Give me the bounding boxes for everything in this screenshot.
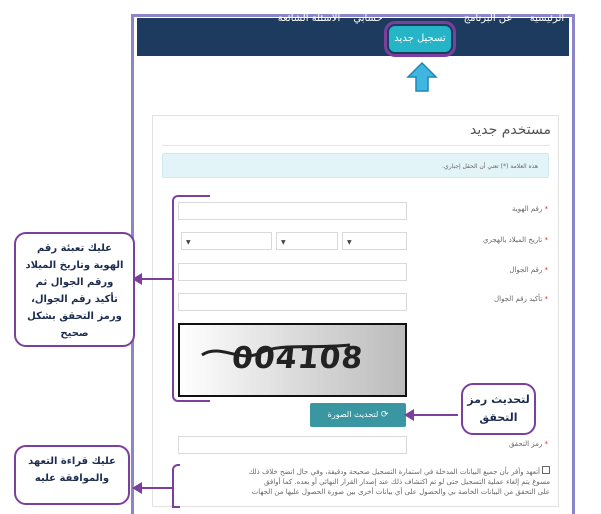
dob-day-select[interactable] [342, 232, 407, 250]
callout-refresh: لتحديث رمز التحقق [461, 383, 536, 435]
nav-my-account[interactable]: حسابي [353, 13, 383, 24]
nav-about[interactable]: عن البرنامج [463, 13, 513, 24]
fields-bracket [172, 195, 210, 402]
captcha-image [178, 323, 407, 397]
captcha-text: 004108 [230, 341, 366, 376]
callout-terms: عليك قراءة التعهد والموافقة عليه [14, 445, 130, 505]
refresh-icon: ⟳ [380, 410, 389, 420]
divider [162, 145, 550, 146]
refresh-captcha-button[interactable]: ⟳ لتحديث الصورة [310, 403, 406, 427]
dob-label: * تاريخ الميلاد بالهجري [483, 236, 548, 244]
fields-connector [138, 278, 172, 280]
arrow-left-icon [404, 409, 414, 421]
nav-home[interactable]: الرئيسية [529, 13, 565, 24]
captcha-input[interactable] [178, 436, 407, 454]
terms-text: أتعهد وأقر بأن جميع البيانات المدخلة في استمارة التسجيل صحيحة ودقيقة، وفي حال اتضح خلاف ذلك مسوغ يتم إلغاء عملية التسجيل حتى لو تم اكتشاف ذلك عند إصدار القرار النهائي أو بعده. كما أوافق على التحقق من البيانات الخاصة بي والحصول على أي بيانات أخرى بين صورة الحصول عليها من الجهات [248, 468, 550, 496]
terms-connector [138, 487, 172, 489]
chevron-down-icon: ▼ [186, 239, 191, 246]
panel-title: مستخدم جديد [470, 122, 551, 138]
required-notice: هذه العلامة (*) تعني أن الحقل إجباري. [162, 153, 549, 178]
mobile-input[interactable] [178, 263, 407, 281]
id-label: * رقم الهوية [512, 205, 548, 213]
nav-faq[interactable]: الأسئلة الشائعة [277, 13, 341, 24]
terms-bracket [172, 464, 180, 508]
refresh-connector [408, 414, 458, 416]
chevron-down-icon: ▼ [347, 239, 352, 246]
callout-fill-fields: عليك تعبئة رقم الهوية وتاريخ الميلاد ورقم الجوال ثم تأكيد رقم الجوال، ورمز التحقق بشكل صحيح [14, 232, 135, 347]
chevron-down-icon: ▼ [281, 239, 286, 246]
arrow-left-icon [132, 482, 142, 494]
mobile-confirm-input[interactable] [178, 293, 407, 311]
mobile-confirm-label: * تأكيد رقم الجوال [493, 295, 548, 303]
dob-month-select[interactable] [276, 232, 338, 250]
arrow-up-icon [406, 61, 438, 93]
captcha-label: * رمز التحقق [508, 440, 548, 448]
nav-register[interactable]: تسجيل جديد [389, 26, 451, 52]
mobile-label: * رقم الجوال [509, 266, 548, 274]
id-input[interactable] [178, 202, 407, 220]
terms-checkbox[interactable] [542, 466, 550, 474]
